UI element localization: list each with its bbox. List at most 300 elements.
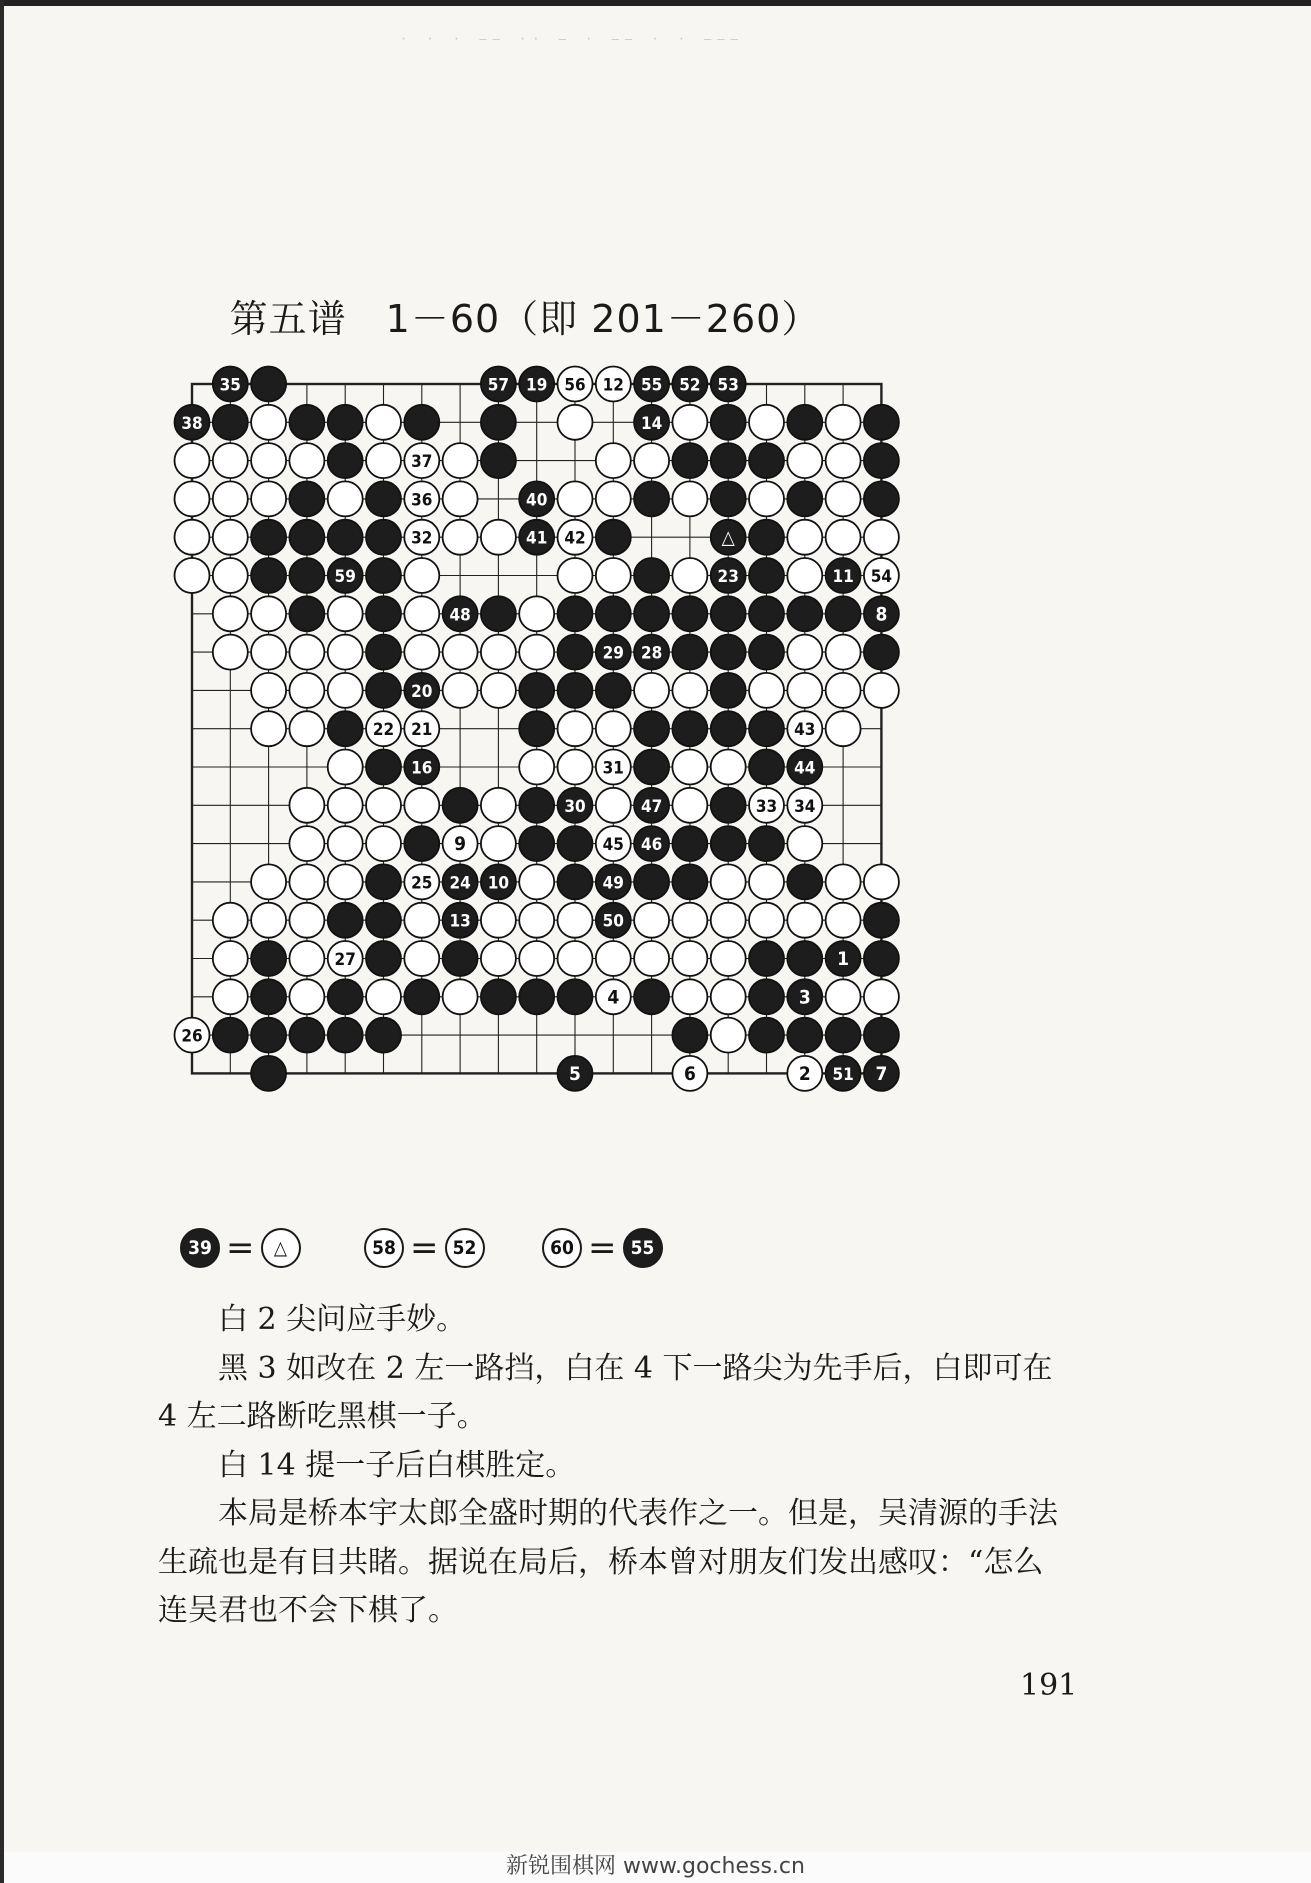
black-stone: [711, 596, 746, 631]
black-stone: [749, 596, 784, 631]
white-stone: [481, 788, 516, 823]
black-stone: [672, 443, 707, 478]
white-stone: [481, 941, 516, 976]
black-stone: [749, 558, 784, 593]
black-stone: [251, 941, 286, 976]
move-number: 23: [717, 567, 739, 587]
white-stone: [634, 941, 669, 976]
black-stone: [289, 558, 324, 593]
white-stone: [481, 635, 516, 670]
white-stone: [749, 864, 784, 899]
white-stone: [213, 520, 248, 555]
eq-right-stone: 55: [623, 1228, 663, 1268]
move-number: 43: [794, 720, 816, 741]
white-stone: [826, 979, 861, 1014]
white-stone: [787, 635, 822, 670]
black-stone: [404, 405, 439, 440]
black-stone: [481, 443, 516, 478]
black-stone: [749, 979, 784, 1014]
page-number: 191: [1020, 1668, 1078, 1703]
white-stone: [711, 750, 746, 785]
white-stone: [711, 1018, 746, 1053]
white-stone: [634, 673, 669, 708]
commentary-paragraph: 本局是桥本宇太郎全盛时期的代表作之一。但是，吴清源的手法生疏也是有目共睹。据说在局后，桥本曾对朋友们发出感叹：“怎么连吴君也不会下棋了。: [158, 1496, 1058, 1628]
equals-sign: =: [226, 1228, 255, 1268]
white-stone: [558, 558, 593, 593]
black-stone: [787, 1018, 822, 1053]
stone-equivalences: [180, 1222, 700, 1274]
black-stone: [864, 941, 899, 976]
site-watermark: 新锐围棋网 www.gochess.cn: [0, 1852, 1311, 1883]
white-stone: [826, 520, 861, 555]
equivalence-1: [180, 1222, 301, 1274]
move-number: 12: [602, 375, 624, 396]
move-number: 25: [411, 873, 433, 894]
white-stone: [596, 481, 631, 516]
black-stone: [596, 596, 631, 631]
black-stone: [749, 443, 784, 478]
white-stone: [787, 903, 822, 938]
black-stone: [787, 596, 822, 631]
black-stone: [366, 941, 401, 976]
black-stone: [711, 673, 746, 708]
white-stone: [328, 635, 363, 670]
black-stone: [251, 558, 286, 593]
black-stone: [596, 520, 631, 555]
white-stone: [749, 481, 784, 516]
white-stone: [251, 596, 286, 631]
white-stone: [175, 481, 210, 516]
move-number: 45: [602, 835, 624, 856]
move-number: 56: [564, 375, 586, 396]
move-number: 40: [526, 490, 548, 511]
black-stone: [366, 864, 401, 899]
white-stone: [596, 711, 631, 746]
move-number: 50: [602, 911, 624, 932]
black-stone: [519, 788, 554, 823]
black-stone: [519, 673, 554, 708]
eq-left-stone: 39: [180, 1228, 220, 1268]
white-stone: [289, 903, 324, 938]
black-stone: [749, 826, 784, 861]
move-number: 20: [411, 681, 433, 702]
move-number: 14: [640, 413, 663, 434]
diagram-title: 第五谱 1－60（即 201－260）: [229, 297, 821, 341]
white-stone: [213, 635, 248, 670]
black-stone: [864, 1018, 899, 1053]
eq-right-stone: △: [261, 1228, 301, 1268]
black-stone: [634, 979, 669, 1014]
white-stone: [826, 864, 861, 899]
white-stone: [213, 941, 248, 976]
move-number: 34: [794, 796, 816, 817]
white-stone: [251, 673, 286, 708]
move-number: 24: [449, 873, 471, 894]
white-stone: [826, 673, 861, 708]
black-stone: [864, 443, 899, 478]
white-stone: [749, 903, 784, 938]
move-number: 57: [487, 375, 510, 396]
black-stone: [251, 1018, 286, 1053]
white-stone: [826, 903, 861, 938]
move-number: 28: [640, 643, 663, 664]
white-stone: [634, 903, 669, 938]
white-stone: [328, 750, 363, 785]
black-stone: [672, 635, 707, 670]
white-stone: [289, 941, 324, 976]
white-stone: [213, 443, 248, 478]
black-stone: [366, 903, 401, 938]
commentary-paragraph: 白 2 尖问应手妙。: [218, 1302, 467, 1337]
black-stone: [366, 1018, 401, 1053]
black-stone: [251, 1056, 286, 1091]
black-stone: [328, 443, 363, 478]
black-stone: [481, 405, 516, 440]
black-stone: [634, 558, 669, 593]
white-stone: [175, 520, 210, 555]
move-number: 54: [870, 567, 893, 587]
white-stone: [481, 826, 516, 861]
white-stone: [672, 673, 707, 708]
white-stone: [711, 941, 746, 976]
go-board: [150, 364, 1030, 1194]
black-stone: [711, 635, 746, 670]
black-stone: [519, 711, 554, 746]
black-stone: [787, 481, 822, 516]
black-stone: [558, 635, 593, 670]
black-stone: [558, 864, 593, 899]
white-stone: [826, 405, 861, 440]
white-stone: [596, 941, 631, 976]
white-stone: [175, 443, 210, 478]
white-stone: [366, 443, 401, 478]
white-stone: [404, 558, 439, 593]
black-stone: [596, 673, 631, 708]
black-stone: [366, 673, 401, 708]
white-stone: [328, 673, 363, 708]
white-stone: [672, 558, 707, 593]
black-stone: [672, 826, 707, 861]
black-stone: [864, 481, 899, 516]
black-stone: [634, 750, 669, 785]
black-stone: [634, 481, 669, 516]
black-stone: [443, 941, 478, 976]
move-number: 11: [832, 567, 854, 587]
black-stone: [634, 864, 669, 899]
move-number: 16: [411, 758, 433, 779]
move-number: 7: [875, 1062, 888, 1085]
black-stone: [289, 481, 324, 516]
move-number: 52: [679, 375, 701, 396]
move-number: 4: [607, 986, 620, 1009]
white-stone: [711, 864, 746, 899]
white-stone: [672, 750, 707, 785]
white-stone: [826, 635, 861, 670]
white-stone: [289, 864, 324, 899]
equivalence-2: [364, 1222, 485, 1274]
black-stone: [749, 711, 784, 746]
white-stone: [175, 558, 210, 593]
white-stone: [443, 979, 478, 1014]
equals-sign: =: [410, 1228, 439, 1268]
white-stone: [558, 750, 593, 785]
move-number: 22: [372, 720, 395, 741]
commentary-paragraph: 白 14 提一子后白棋胜定。: [218, 1447, 576, 1483]
white-stone: [519, 750, 554, 785]
white-stone: [519, 903, 554, 938]
white-stone: [213, 903, 248, 938]
black-stone: [711, 481, 746, 516]
move-number: 37: [411, 452, 433, 473]
black-stone: [443, 788, 478, 823]
white-stone: [443, 520, 478, 555]
eq-right-stone: 52: [445, 1228, 485, 1268]
white-stone: [634, 443, 669, 478]
white-stone: [404, 635, 439, 670]
black-stone: [558, 979, 593, 1014]
white-stone: [519, 864, 554, 899]
black-stone: [404, 979, 439, 1014]
black-stone: [251, 979, 286, 1014]
white-stone: [213, 481, 248, 516]
black-stone: [366, 750, 401, 785]
move-number: 55: [640, 375, 663, 396]
black-stone: [864, 903, 899, 938]
white-stone: [404, 903, 439, 938]
white-stone: [213, 596, 248, 631]
black-stone: [289, 520, 324, 555]
black-stone: [672, 596, 707, 631]
white-stone: [787, 673, 822, 708]
black-stone: [711, 443, 746, 478]
white-stone: [711, 979, 746, 1014]
black-stone: [328, 903, 363, 938]
white-stone: [596, 443, 631, 478]
move-number: 36: [411, 490, 433, 511]
black-stone: [672, 864, 707, 899]
black-stone: [787, 405, 822, 440]
white-stone: [596, 558, 631, 593]
white-stone: [672, 481, 707, 516]
black-stone: [289, 596, 324, 631]
move-number: 48: [449, 605, 471, 626]
white-stone: [366, 979, 401, 1014]
move-number: 44: [794, 758, 816, 779]
white-stone: [443, 635, 478, 670]
black-stone: [366, 596, 401, 631]
white-stone: [672, 979, 707, 1014]
white-stone: [289, 788, 324, 823]
white-stone: [213, 558, 248, 593]
white-stone: [672, 405, 707, 440]
black-stone: [749, 750, 784, 785]
white-stone: [443, 673, 478, 708]
white-stone: [213, 979, 248, 1014]
black-stone: [558, 596, 593, 631]
white-stone: [404, 788, 439, 823]
white-stone: [366, 788, 401, 823]
move-number: 47: [640, 796, 663, 817]
white-stone: [672, 903, 707, 938]
move-number: 32: [411, 528, 433, 549]
move-number: 13: [449, 911, 471, 932]
move-number: 42: [564, 528, 586, 549]
white-stone: [749, 405, 784, 440]
move-number: 27: [334, 950, 356, 970]
header-scan-noise: · · · ―― ·· ― · ―― · · ―――: [400, 32, 744, 46]
move-number: 5: [569, 1062, 581, 1085]
black-stone: [289, 1018, 324, 1053]
white-stone: [289, 635, 324, 670]
black-stone: [711, 826, 746, 861]
black-stone: [711, 405, 746, 440]
white-stone: [711, 903, 746, 938]
move-number: 29: [602, 643, 624, 664]
commentary: [158, 1296, 1070, 1636]
move-number: 53: [717, 375, 739, 396]
white-stone: [596, 788, 631, 823]
commentary-paragraph: 黑 3 如改在 2 左一路挡，白在 4 下一路尖为先手后，白即可在 4 左二路断吃黑棋一子。: [158, 1350, 1053, 1434]
move-number: 19: [526, 375, 548, 396]
white-stone: [558, 405, 593, 440]
white-stone: [251, 711, 286, 746]
black-stone: [826, 596, 861, 631]
move-number: 33: [755, 796, 778, 817]
black-stone: [749, 520, 784, 555]
white-stone: [289, 443, 324, 478]
white-stone: [519, 635, 554, 670]
move-number: 31: [602, 758, 624, 779]
white-stone: [787, 443, 822, 478]
black-stone: [826, 1018, 861, 1053]
white-stone: [558, 711, 593, 746]
black-stone: [328, 520, 363, 555]
move-number: △: [721, 526, 735, 549]
black-stone: [328, 711, 363, 746]
white-stone: [328, 481, 363, 516]
black-stone: [558, 673, 593, 708]
white-stone: [328, 788, 363, 823]
white-stone: [826, 711, 861, 746]
move-number: 41: [526, 528, 548, 549]
black-stone: [519, 979, 554, 1014]
black-stone: [787, 864, 822, 899]
black-stone: [749, 635, 784, 670]
white-stone: [251, 443, 286, 478]
white-stone: [864, 673, 899, 708]
move-number: 30: [564, 796, 586, 817]
white-stone: [481, 673, 516, 708]
black-stone: [481, 979, 516, 1014]
move-number: 10: [487, 873, 510, 894]
move-number: 9: [454, 833, 467, 856]
white-stone: [404, 941, 439, 976]
white-stone: [328, 864, 363, 899]
white-stone: [672, 941, 707, 976]
white-stone: [787, 558, 822, 593]
white-stone: [443, 481, 478, 516]
white-stone: [289, 673, 324, 708]
move-number: 59: [334, 567, 356, 587]
white-stone: [366, 405, 401, 440]
black-stone: [366, 558, 401, 593]
move-number: 46: [640, 835, 663, 856]
move-number: 49: [602, 873, 624, 894]
white-stone: [519, 941, 554, 976]
black-stone: [366, 481, 401, 516]
white-stone: [328, 826, 363, 861]
white-stone: [251, 903, 286, 938]
white-stone: [366, 826, 401, 861]
move-number: 21: [411, 720, 433, 741]
white-stone: [826, 443, 861, 478]
black-stone: [634, 596, 669, 631]
black-stone: [711, 711, 746, 746]
white-stone: [787, 520, 822, 555]
black-stone: [672, 1018, 707, 1053]
white-stone: [481, 903, 516, 938]
black-stone: [366, 520, 401, 555]
white-stone: [864, 520, 899, 555]
white-stone: [864, 979, 899, 1014]
white-stone: [672, 788, 707, 823]
black-stone: [213, 1018, 248, 1053]
black-stone: [519, 826, 554, 861]
black-stone: [864, 635, 899, 670]
black-stone: [289, 405, 324, 440]
white-stone: [328, 596, 363, 631]
black-stone: [328, 979, 363, 1014]
black-stone: [558, 826, 593, 861]
black-stone: [328, 1018, 363, 1053]
black-stone: [213, 405, 248, 440]
black-stone: [864, 405, 899, 440]
white-stone: [864, 864, 899, 899]
move-number: 1: [837, 948, 850, 970]
move-number: 26: [181, 1026, 203, 1047]
white-stone: [251, 635, 286, 670]
white-stone: [826, 481, 861, 516]
black-stone: [711, 788, 746, 823]
eq-left-stone: 60: [542, 1228, 582, 1268]
white-stone: [481, 520, 516, 555]
move-number: 38: [181, 413, 203, 434]
move-number: 3: [798, 986, 811, 1009]
white-stone: [289, 826, 324, 861]
black-stone: [749, 1018, 784, 1053]
move-number: 2: [798, 1062, 811, 1085]
white-stone: [251, 481, 286, 516]
equals-sign: =: [588, 1228, 617, 1268]
white-stone: [519, 596, 554, 631]
black-stone: [787, 941, 822, 976]
move-number: 6: [683, 1062, 696, 1085]
black-stone: [251, 367, 286, 402]
white-stone: [749, 673, 784, 708]
white-stone: [558, 481, 593, 516]
white-stone: [289, 979, 324, 1014]
white-stone: [443, 443, 478, 478]
black-stone: [328, 405, 363, 440]
black-stone: [404, 826, 439, 861]
white-stone: [289, 711, 324, 746]
black-stone: [366, 635, 401, 670]
white-stone: [558, 903, 593, 938]
white-stone: [404, 596, 439, 631]
white-stone: [787, 826, 822, 861]
eq-left-stone: 58: [364, 1228, 404, 1268]
move-number: 51: [832, 1064, 854, 1085]
